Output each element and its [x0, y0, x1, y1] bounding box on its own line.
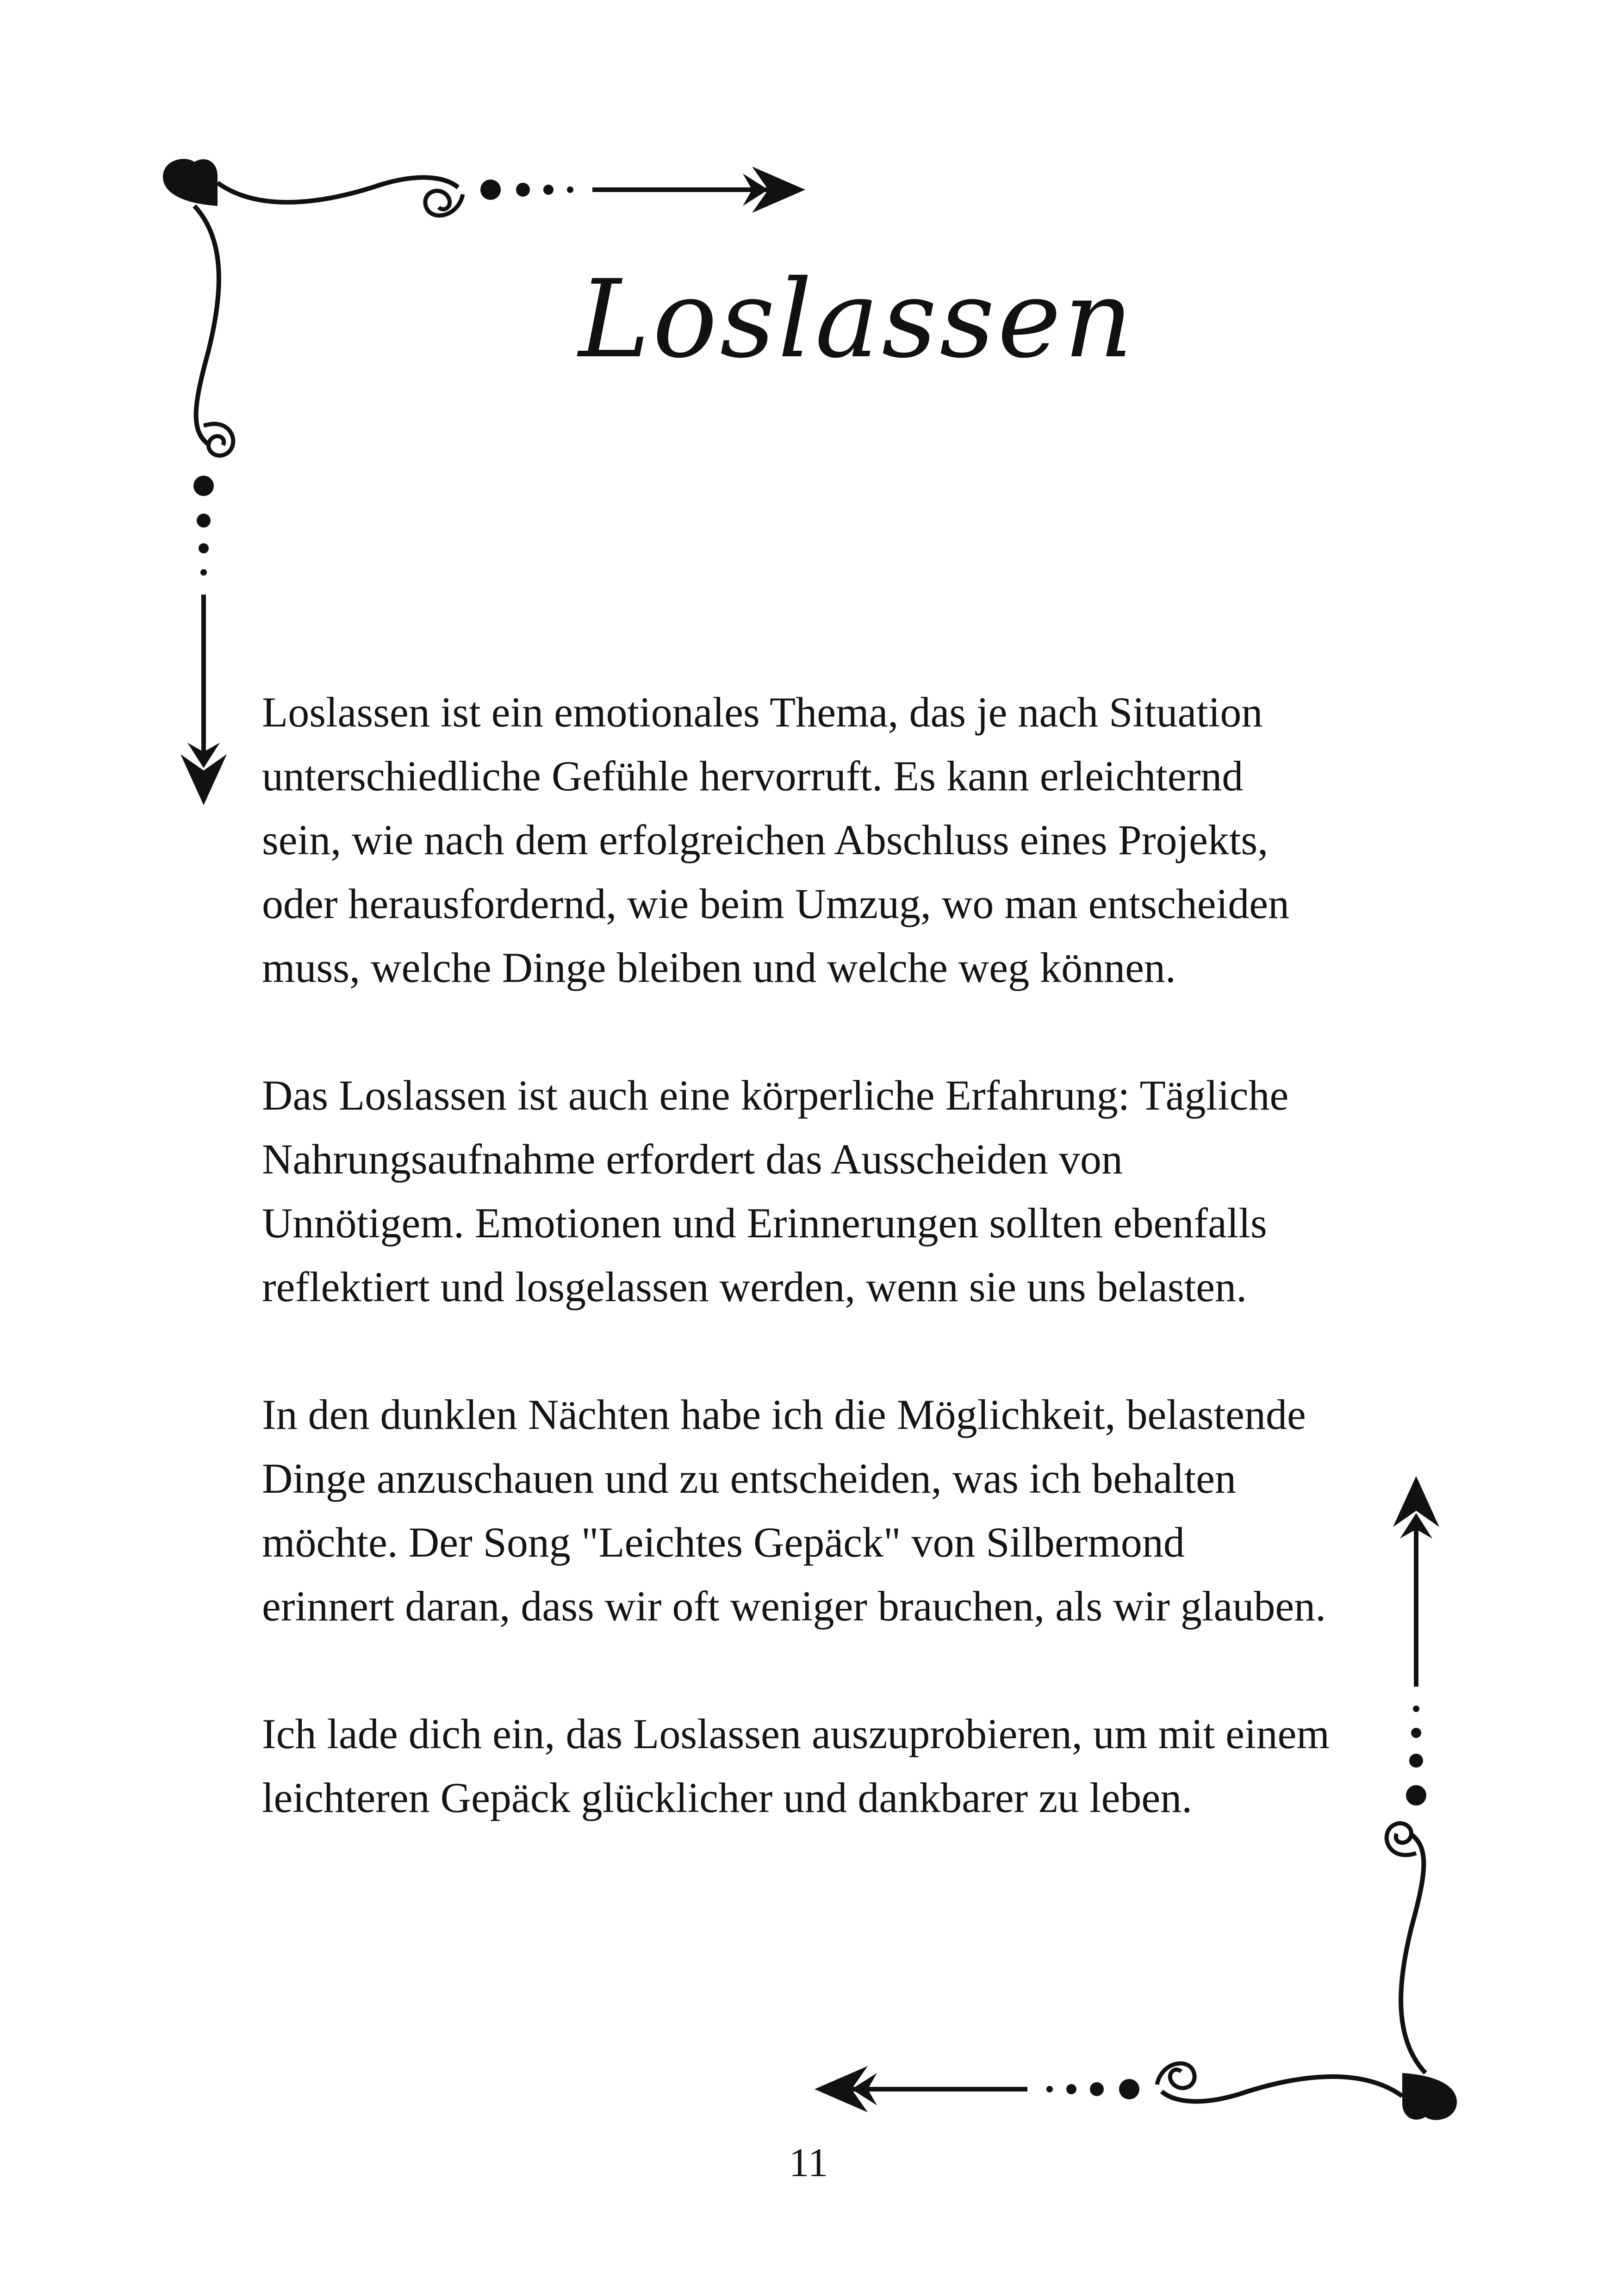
vertical-curl	[1387, 1823, 1416, 1855]
text-line: erinnert daran, dass wir oft weniger brauchen, als wir glauben.	[262, 1582, 1326, 1630]
dot-large	[1119, 2079, 1139, 2099]
vertical-swirl	[1401, 1835, 1425, 2073]
text-line: möchte. Der Song "Leichtes Gepäck" von Silbermond	[262, 1519, 1185, 1566]
heart-icon	[1402, 2073, 1457, 2120]
paragraph	[262, 1702, 1382, 1830]
dot-v-tiny	[1413, 1706, 1419, 1712]
page-number: 11	[789, 2141, 828, 2185]
horizontal-swirl	[1162, 2077, 1402, 2102]
paragraph	[262, 1063, 1382, 1319]
dot-v-large	[1406, 1785, 1426, 1806]
text-line: reflektiert und losgelassen werden, wenn sie uns belasten.	[262, 1263, 1247, 1310]
text-line: Dinge anzuschauen und zu entscheiden, was ich behalten	[262, 1455, 1236, 1502]
text-line: oder herausfordernd, wie beim Umzug, wo man entscheiden	[262, 880, 1290, 927]
horizontal-curl	[1157, 2063, 1194, 2088]
text-line: Loslassen ist ein emotionales Thema, das je nach Situation	[262, 689, 1263, 736]
text-line: Unnötigem. Emotionen und Erinnerungen sollten ebenfalls	[262, 1199, 1267, 1247]
text-line: Das Loslassen ist auch eine körperliche Erfahrung: Tägliche	[262, 1072, 1289, 1119]
text-line: unterschiedliche Gefühle hervorruft. Es kann erleichternd	[262, 752, 1244, 800]
dot-small	[1066, 2084, 1076, 2094]
dot-v-small	[1411, 1728, 1421, 1738]
text-line: sein, wie nach dem erfolgreichen Abschluss eines Projekts,	[262, 816, 1269, 863]
text-line: leichteren Gepäck glücklicher und dankbarer zu leben.	[262, 1774, 1193, 1821]
text-line: muss, welche Dinge bleiben und welche weg können.	[262, 944, 1176, 991]
paragraph	[262, 680, 1382, 999]
text-line: Nahrungsaufnahme erfordert das Ausscheiden von	[262, 1136, 1123, 1183]
text-line: In den dunklen Nächten habe ich die Möglichkeit, belastende	[262, 1391, 1306, 1438]
text-line: Ich lade dich ein, das Loslassen auszuprobieren, um mit einem	[262, 1710, 1330, 1757]
dot-medium	[1090, 2082, 1104, 2096]
dot-v-medium	[1409, 1754, 1423, 1768]
dot-tiny	[1046, 2086, 1053, 2092]
paragraph	[262, 1383, 1382, 1638]
body-text	[262, 680, 1382, 1893]
page-title: Loslassen	[578, 257, 1136, 382]
